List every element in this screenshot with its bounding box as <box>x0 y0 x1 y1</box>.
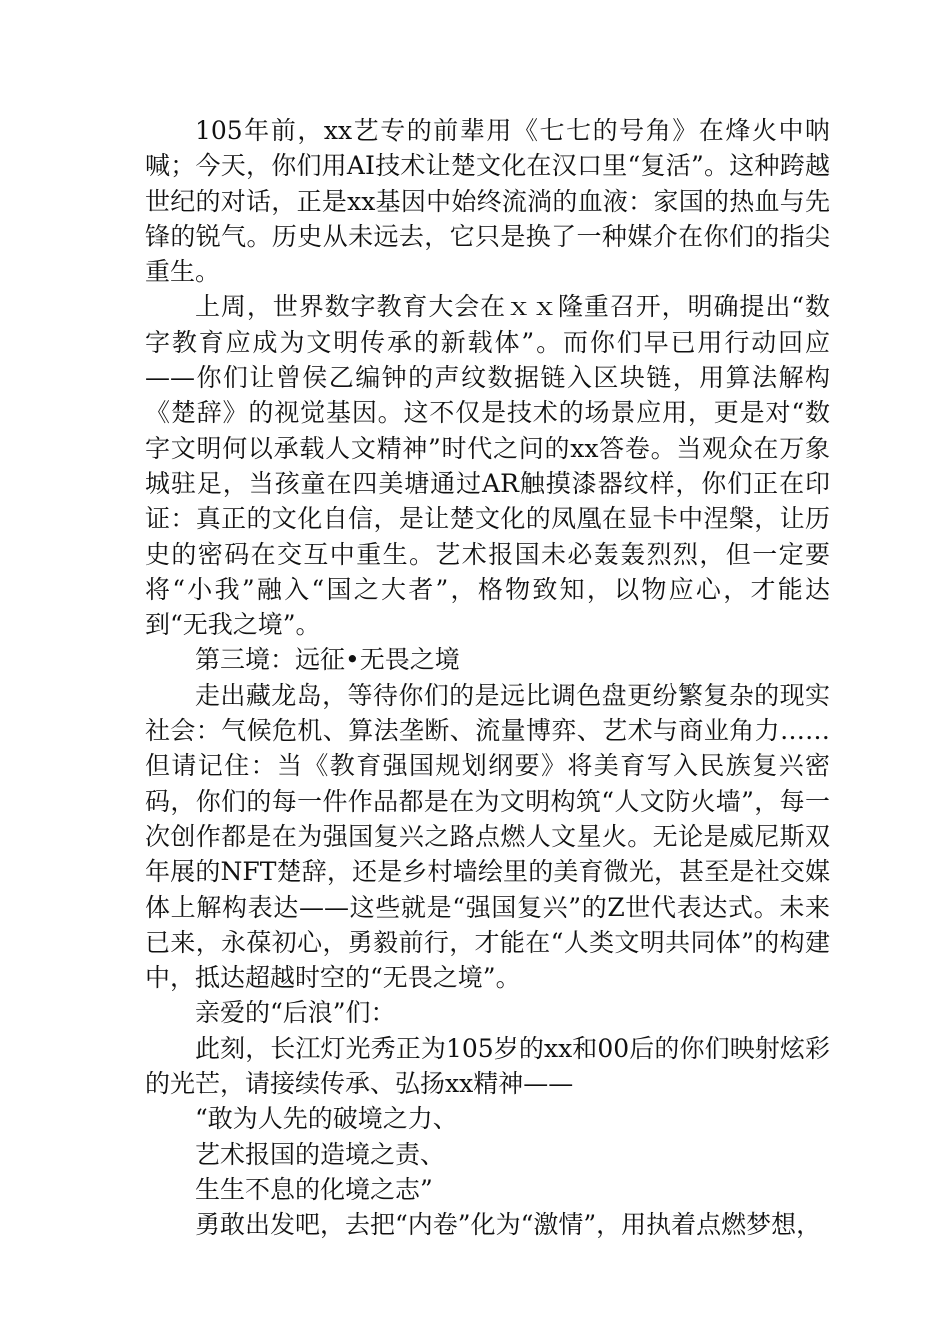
paragraph-yangtze-light-show: 此刻，长江灯光秀正为105岁的xx和00后的你们映射炫彩的光芒，请接续传承、弘扬xx精神—— <box>145 1033 830 1099</box>
quote-line-3: 生生不息的化境之志” <box>195 1174 433 1204</box>
section-heading-third-realm: 第三境：远征•无畏之境 <box>195 645 460 675</box>
paragraph-105-years: 105年前，xx艺专的前辈用《七七的号角》在烽火中呐喊；今天，你们用AI技术让楚文化在汉口里“复活”。这种跨越世纪的对话，正是xx基因中始终流淌的血液：家国的热血与先锋的锐气。历史从未远去，它只是换了一种媒介在你们的指尖重生。 <box>145 116 830 287</box>
paragraph-digital-education: 上周，世界数字教育大会在ｘｘ隆重召开，明确提出“数字教育应成为文明传承的新载体”。而你们早已用行动回应——你们让曾侯乙编钟的声纹数据链入区块链，用算法解构《楚辞》的视觉基因。这不仅是技术的场景应用，更是对“数字文明何以承载人文精神”时代之问的xx答卷。当观众在万象城驻足，当孩童在四美塘通过AR触摸漆器纹样，你们正在印证：真正的文化自信，是让楚文化的凤凰在显卡中涅槃，让历史的密码在交互中重生。艺术报国未必轰轰烈烈，但一定要将“小我”融入“国之大者”，格物致知，以物应心，才能达到“无我之境”。 <box>145 292 830 640</box>
salutation: 亲爱的“后浪”们： <box>195 998 396 1028</box>
paragraph-set-out: 勇敢出发吧，去把“内卷”化为“激情”，用执着点燃梦想， <box>195 1210 822 1240</box>
quote-line-2: 艺术报国的造境之责、 <box>195 1139 446 1169</box>
quote-line-1: “敢为人先的破境之力、 <box>195 1104 458 1134</box>
paragraph-expedition: 走出藏龙岛，等待你们的是远比调色盘更纷繁复杂的现实社会：气候危机、算法垄断、流量博弈、艺术与商业角力……但请记住：当《教育强国规划纲要》将美育写入民族复兴密码，你们的每一件作品都是在为文明构筑“人文防火墙”，每一次创作都是在为强国复兴之路点燃人文星火。无论是威尼斯双年展的NFT楚辞，还是乡村墙绘里的美育微光，甚至是社交媒体上解构表达——这些就是“强国复兴”的Z世代表达式。未来已来，永葆初心，勇毅前行，才能在“人类文明共同体”的构建中，抵达超越时空的“无畏之境”。 <box>145 680 830 993</box>
document-body <box>145 113 830 1243</box>
